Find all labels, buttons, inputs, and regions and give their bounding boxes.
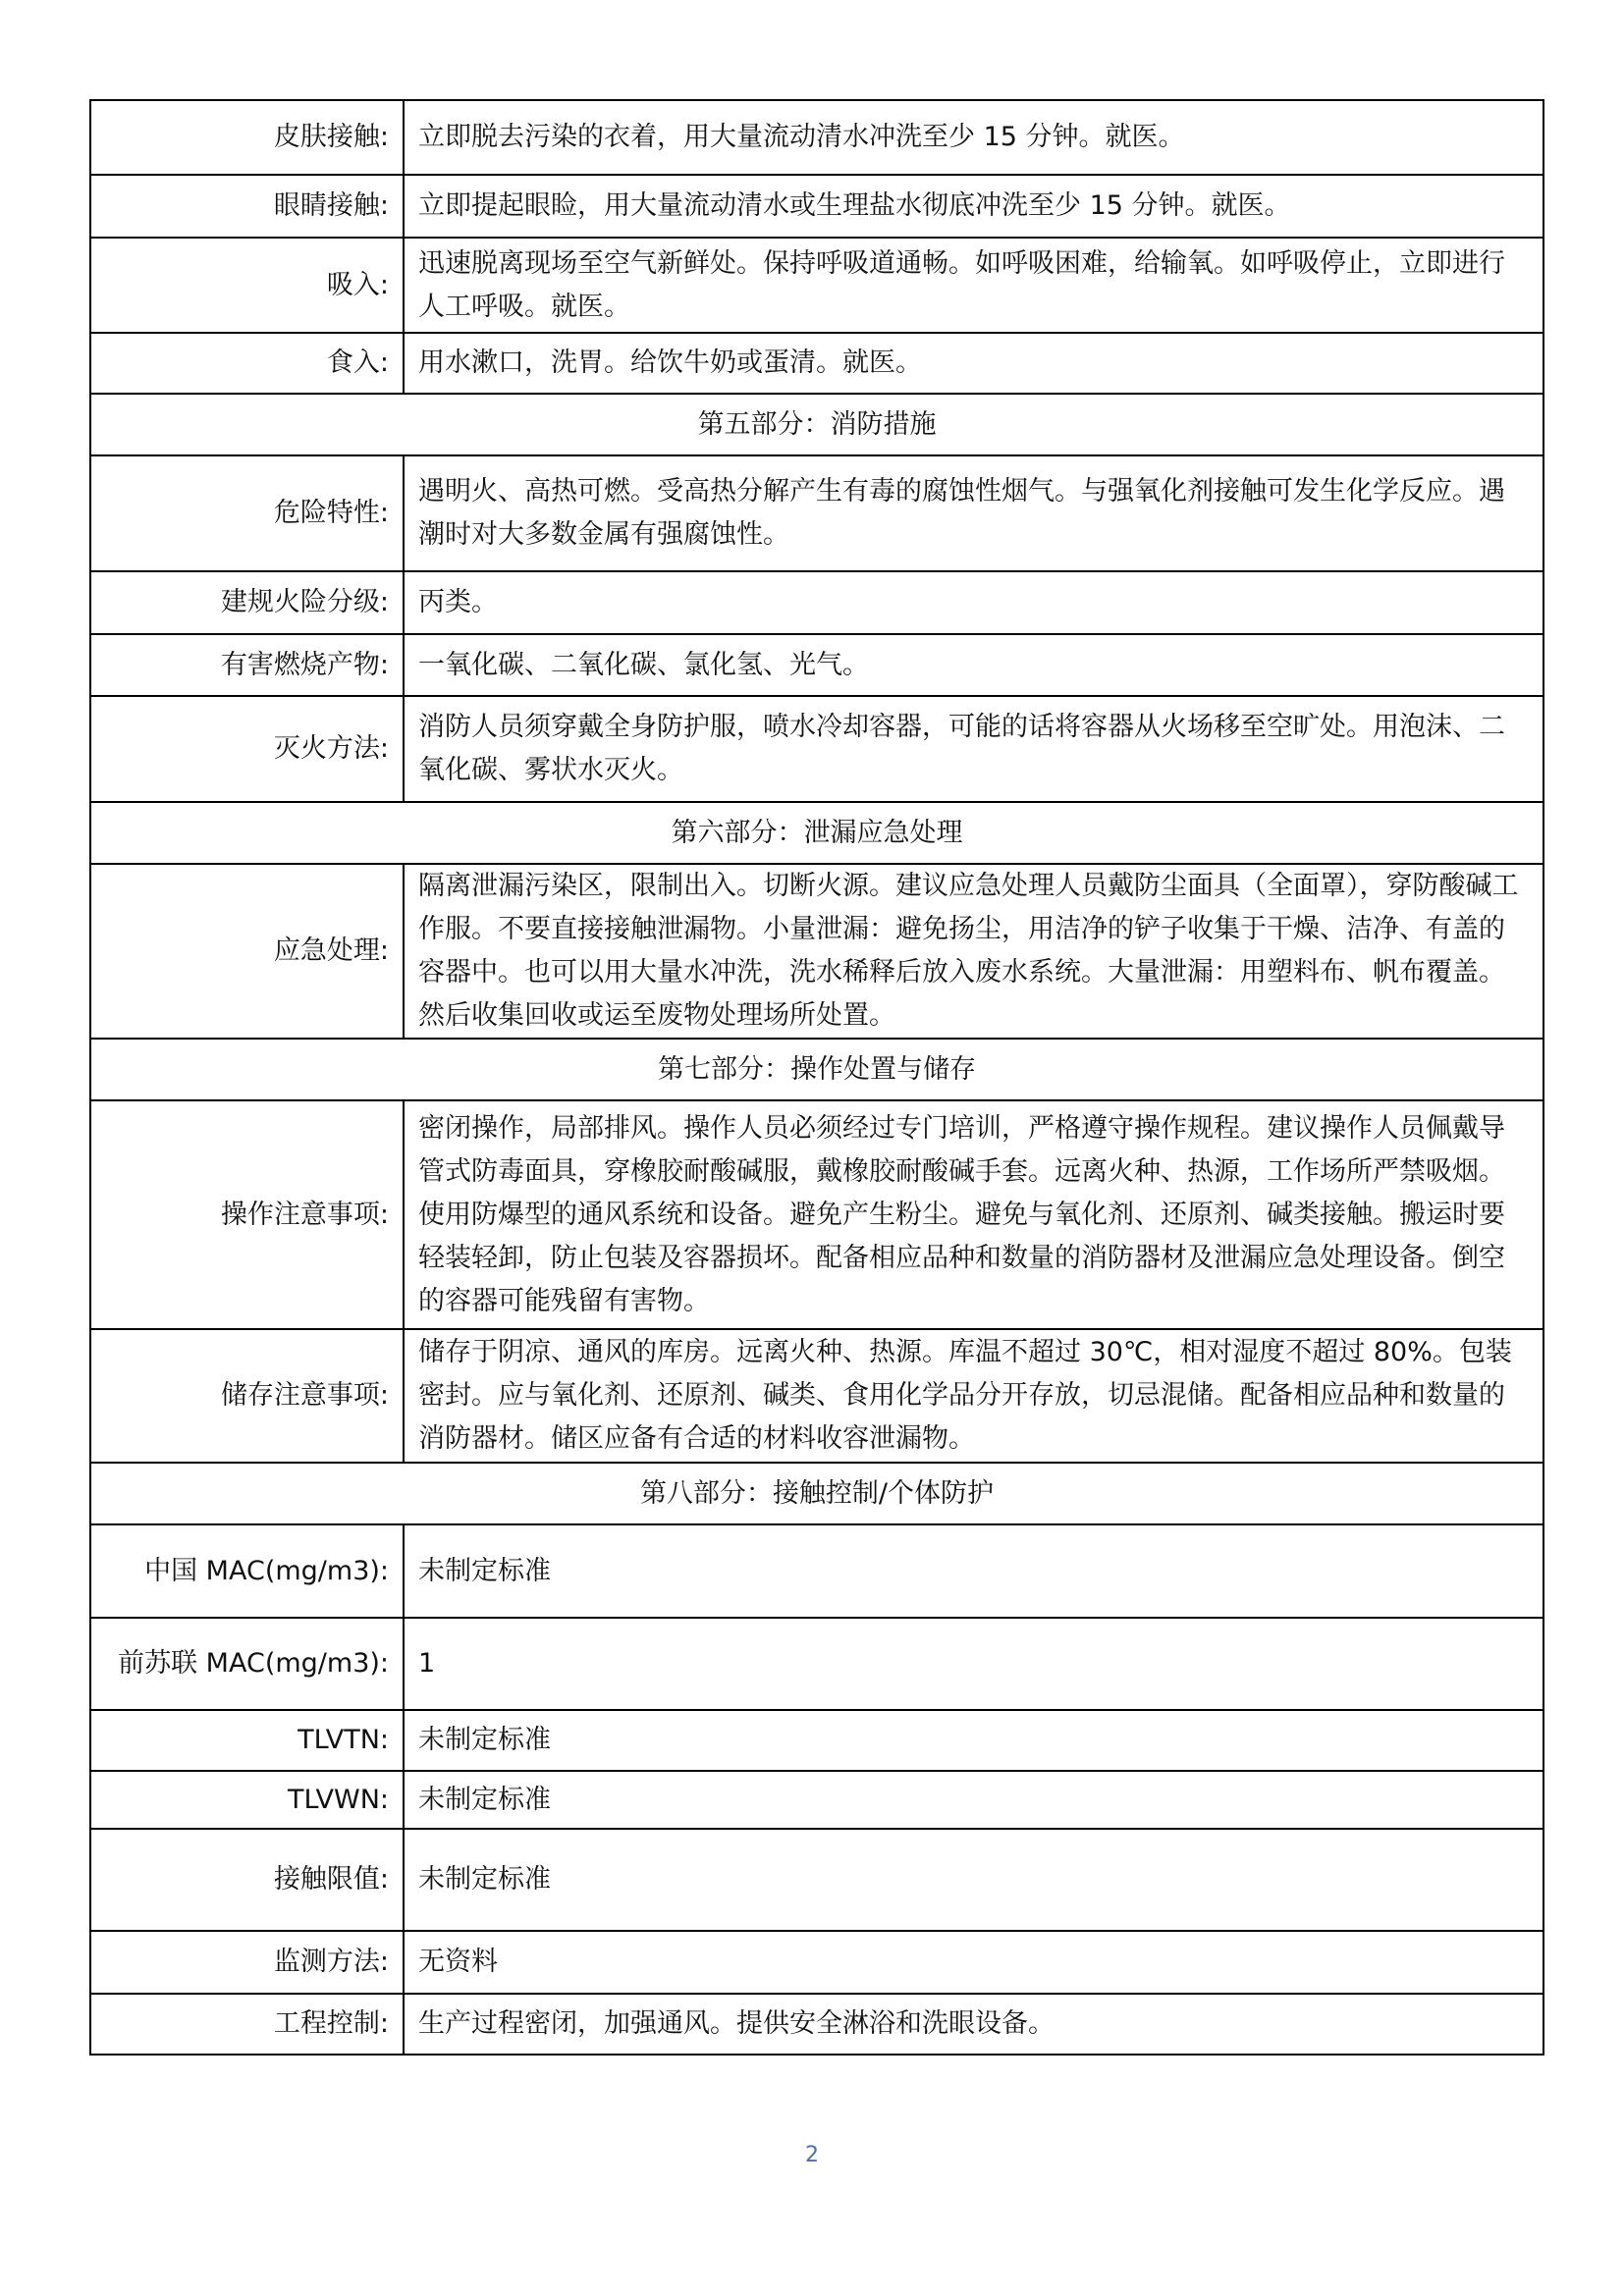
row-label: TLVTN: (90, 1710, 404, 1771)
row-label: 工程控制: (90, 1994, 404, 2055)
row-label: 眼睛接触: (90, 175, 404, 238)
row-combustion-products (90, 634, 1543, 696)
section-title: 第六部分：泄漏应急处理 (90, 802, 1543, 864)
row-label: 有害燃烧产物: (90, 634, 404, 696)
row-value: 迅速脱离现场至空气新鲜处。保持呼吸道通畅。如呼吸困难，给输氧。如呼吸停止，立即进行人工呼吸。就医。 (404, 238, 1543, 333)
row-label: 应急处理: (90, 864, 404, 1039)
row-value: 未制定标准 (404, 1524, 1543, 1618)
row-label: 接触限值: (90, 1829, 404, 1931)
row-value: 消防人员须穿戴全身防护服，喷水冷却容器，可能的话将容器从火场移至空旷处。用泡沫、二氧化碳、雾状水灭火。 (404, 696, 1543, 802)
row-hazard-characteristics (90, 455, 1543, 571)
section-header-handling-storage (90, 1039, 1543, 1100)
page-number: 2 (805, 2143, 819, 2167)
row-value: 一氧化碳、二氧化碳、氯化氢、光气。 (404, 634, 1543, 696)
row-value: 立即脱去污染的衣着，用大量流动清水冲洗至少 15 分钟。就医。 (404, 100, 1543, 175)
row-inhalation (90, 238, 1543, 333)
row-value: 未制定标准 (404, 1710, 1543, 1771)
section-title: 第八部分：接触控制/个体防护 (90, 1463, 1543, 1524)
row-storage-precautions (90, 1329, 1543, 1463)
row-value: 未制定标准 (404, 1771, 1543, 1829)
row-monitoring-method (90, 1931, 1543, 1994)
row-extinguishing-method (90, 696, 1543, 802)
row-value: 未制定标准 (404, 1829, 1543, 1931)
row-label: 灭火方法: (90, 696, 404, 802)
row-china-mac (90, 1524, 1543, 1618)
row-label: TLVWN: (90, 1771, 404, 1829)
row-label: 建规火险分级: (90, 571, 404, 634)
row-label: 吸入: (90, 238, 404, 333)
row-skin-contact (90, 100, 1543, 175)
row-label: 中国 MAC(mg/m3): (90, 1524, 404, 1618)
row-value: 无资料 (404, 1931, 1543, 1994)
row-emergency-response (90, 864, 1543, 1039)
row-label: 操作注意事项: (90, 1100, 404, 1329)
section-title: 第五部分：消防措施 (90, 394, 1543, 455)
row-ussr-mac (90, 1618, 1543, 1710)
row-eye-contact (90, 175, 1543, 238)
row-label: 食入: (90, 333, 404, 394)
row-value: 隔离泄漏污染区，限制出入。切断火源。建议应急处理人员戴防尘面具（全面罩），穿防酸碱工作服。不要直接接触泄漏物。小量泄漏：避免扬尘，用洁净的铲子收集于干燥、洁净、有盖的容器中。也可以用大量水冲洗，洗水稀释后放入废水系统。大量泄漏：用塑料布、帆布覆盖。然后收集回收或运至废物处理场所处置。 (404, 864, 1543, 1039)
row-label: 储存注意事项: (90, 1329, 404, 1463)
row-value: 立即提起眼睑，用大量流动清水或生理盐水彻底冲洗至少 15 分钟。就医。 (404, 175, 1543, 238)
row-exposure-limit (90, 1829, 1543, 1931)
section-header-leak-response (90, 802, 1543, 864)
row-label: 危险特性: (90, 455, 404, 571)
row-value: 生产过程密闭，加强通风。提供安全淋浴和洗眼设备。 (404, 1994, 1543, 2055)
row-value: 遇明火、高热可燃。受高热分解产生有毒的腐蚀性烟气。与强氧化剂接触可发生化学反应。遇潮时对大多数金属有强腐蚀性。 (404, 455, 1543, 571)
row-ingestion (90, 333, 1543, 394)
row-handling-precautions (90, 1100, 1543, 1329)
section-header-fire-fighting (90, 394, 1543, 455)
msds-table (89, 99, 1544, 2056)
row-tlvtn (90, 1710, 1543, 1771)
row-tlvwn (90, 1771, 1543, 1829)
section-header-exposure-control (90, 1463, 1543, 1524)
row-value: 1 (404, 1618, 1543, 1710)
section-title: 第七部分：操作处置与储存 (90, 1039, 1543, 1100)
row-value: 密闭操作，局部排风。操作人员必须经过专门培训，严格遵守操作规程。建议操作人员佩戴导管式防毒面具，穿橡胶耐酸碱服，戴橡胶耐酸碱手套。远离火种、热源，工作场所严禁吸烟。使用防爆型的通风系统和设备。避免产生粉尘。避免与氧化剂、还原剂、碱类接触。搬运时要轻装轻卸，防止包装及容器损坏。配备相应品种和数量的消防器材及泄漏应急处理设备。倒空的容器可能残留有害物。 (404, 1100, 1543, 1329)
row-label: 皮肤接触: (90, 100, 404, 175)
row-label: 监测方法: (90, 1931, 404, 1994)
row-value: 储存于阴凉、通风的库房。远离火种、热源。库温不超过 30℃，相对湿度不超过 80%。包装密封。应与氧化剂、还原剂、碱类、食用化学品分开存放，切忌混储。配备相应品种和数量的消防器材。储区应备有合适的材料收容泄漏物。 (404, 1329, 1543, 1463)
row-value: 用水漱口，洗胃。给饮牛奶或蛋清。就医。 (404, 333, 1543, 394)
row-value: 丙类。 (404, 571, 1543, 634)
row-engineering-control (90, 1994, 1543, 2055)
row-fire-class (90, 571, 1543, 634)
row-label: 前苏联 MAC(mg/m3): (90, 1618, 404, 1710)
